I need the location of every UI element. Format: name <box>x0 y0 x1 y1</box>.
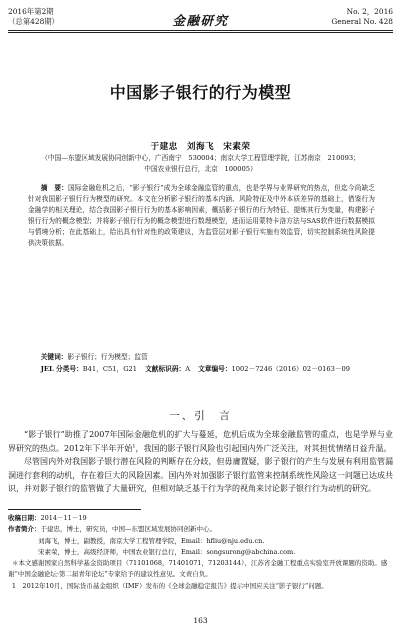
paper-title: 中国影子银行的行为模型 <box>109 83 292 102</box>
footnote-rule <box>8 509 141 510</box>
year-issue: 2016年第2期 <box>8 7 54 16</box>
jel-codes: B41，C51，G21 <box>82 365 138 373</box>
received-date <box>8 513 393 524</box>
funding-note: ＊本文感谢国家自然科学基金资助项目（71101068，71401071，71203144）、江苏省金融工程重点实验室开放课题的资助。感谢“中国金融论坛·第二届青年论坛”专家给予的建议性意见。文责自负。 <box>8 559 388 579</box>
received-label: 收稿日期： <box>8 514 41 522</box>
keywords-text: 影子银行；行为模型；监管 <box>67 353 148 361</box>
footnote-marker-1: 1 <box>132 442 136 449</box>
classification-line <box>28 364 375 375</box>
document-code-label: 文献标识码： <box>145 365 186 373</box>
affiliation-line-1: （中国—东盟区域发展协同创新中心，广西南宁 530004；南京大学工程管理学院，江苏南京 210093； <box>41 154 360 162</box>
header-rule-secondary <box>8 32 393 33</box>
intro-paragraph-2: 尽管国内外对我国影子银行潜在风险的判断存在分歧，但毋庸置疑，影子银行的产生与发展有利用监管漏洞进行套利的动机，存在着巨大的风险因素。国内外对加强影子银行监管来控制系统性风险这一问题已达成共识，并对影子银行的监管做了大量研究，但相对缺乏基于行为学的视角来讨论影子银行行为动机的研究。 <box>8 457 393 494</box>
header-rule <box>8 30 393 31</box>
author-info-text-1: 于建忠，博士，研究员，中国—东盟区域发展协同创新中心。 <box>40 525 216 534</box>
author-info-2: 刘海飞，博士，副教授，南京大学工程管理学院，Email：hfliu@nju.edu.cn. <box>38 536 265 545</box>
serial-number: （总第428期） <box>8 17 60 26</box>
header-right <box>331 7 393 27</box>
intro-p1-text-b: ，我国的影子银行风险也引起国内外广泛关注，对其担忧情绪日益升温。 <box>135 443 392 453</box>
page-number: 163 <box>193 616 208 625</box>
abstract-text: 国际金融危机之后，“影子银行”成为全球金融监管的重点，也是学界与业界研究的热点，但迄今尚缺乏针对我国影子银行行为模型的研究。本文在分析影子银行的基本内涵、风险特征及中外本质差异的基础上，借鉴行为金融学的相关理论，结合我国影子银行行为的基本影响因素，概括影子银行的行为特征、提炼其行为变量，构建影子银行行为的概念模型；并将影子银行行为的概念模型进行数理模型，进而运用蒙特卡洛方法与SAS软件进行数据模拟与情境分析；在此基础上，给出具有针对性的政策建议，为监管层对影子银行实施有效监管，切实控制系统性风险提供决策依据。 <box>28 184 375 247</box>
section-heading: 一、引 言 <box>169 410 232 422</box>
footnote-1: 1 2012年10月，国际货币基金组织（IMF）发布的《全球金融稳定报告》提示中国应关注“影子银行”问题。 <box>11 581 328 590</box>
article-number-label: 文章编号： <box>198 365 232 373</box>
author-info-label: 作者简介： <box>8 525 41 534</box>
document-code: A <box>185 365 191 373</box>
authors: 于建忠 刘海飞 宋素荣 <box>150 142 251 152</box>
intro-body <box>8 428 393 496</box>
general-number: General No. 428 <box>331 17 393 26</box>
author-info-3: 宋素荣，博士，高级经济师，中国农业银行总行，Email：songsurong@abchina.com. <box>38 547 296 556</box>
article-number: 1002－7246（2016）02－0163－09 <box>231 365 351 373</box>
abstract-label: 摘 要： <box>40 184 68 192</box>
affiliation-line-2: 中国农业银行总行，北京 100005） <box>144 165 257 173</box>
footnotes <box>8 513 393 592</box>
issue-number: No. 2，2016 <box>346 7 393 16</box>
received-value: 2014－11－19 <box>40 514 87 522</box>
intro-paragraph-1 <box>8 428 393 455</box>
keywords <box>28 352 375 363</box>
author-info-1 <box>8 524 393 535</box>
jel-label: JEL 分类号： <box>40 365 83 373</box>
journal-name: 金融研究 <box>172 13 229 28</box>
abstract <box>28 183 375 248</box>
keywords-label: 关键词： <box>40 353 68 361</box>
intro-p1-text-a: “影子银行”助推了2007年国际金融危机的扩大与蔓延，危机后成为全球金融监管的重点，也是学界与业界研究的热点。2012年下半年开始 <box>8 430 393 453</box>
